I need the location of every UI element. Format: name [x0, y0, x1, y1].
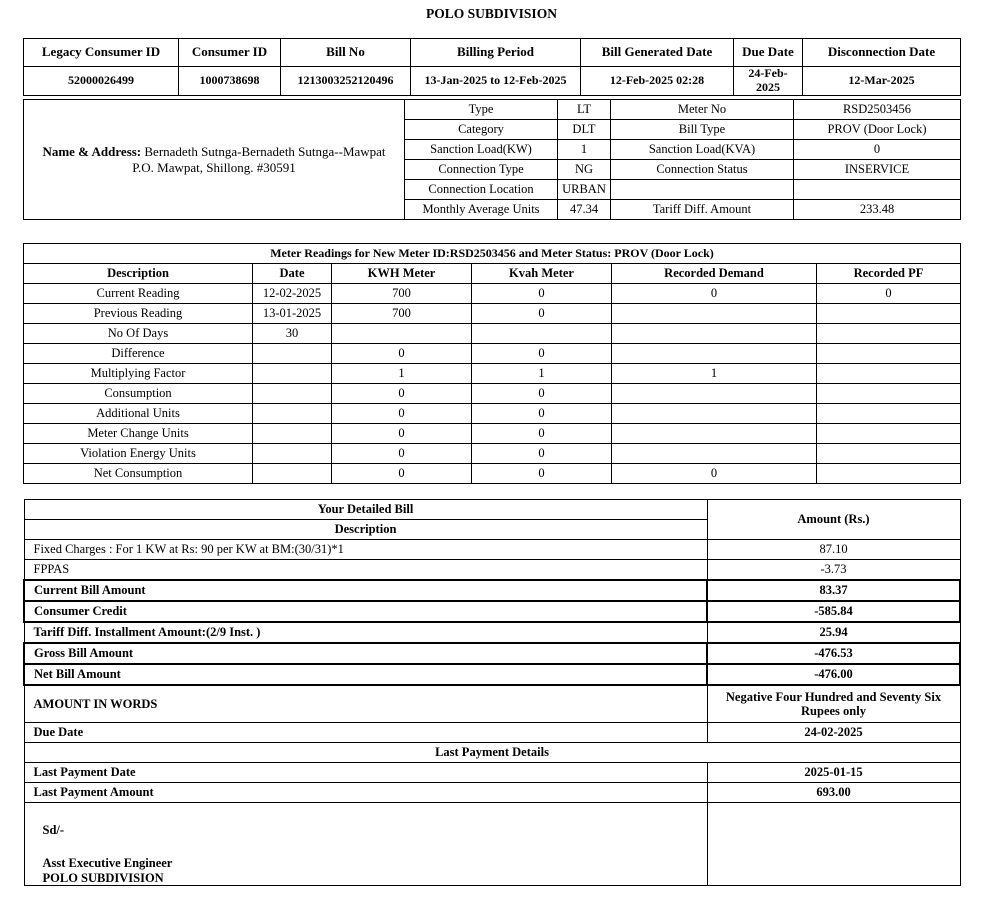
bill-row-due	[24, 723, 960, 743]
last-payment-amount-label: Last Payment Amount	[24, 783, 707, 803]
reading-cell	[817, 384, 961, 404]
bill-row-last-date	[24, 763, 960, 783]
reading-cell: 0	[472, 424, 612, 444]
info-cell: RSD2503456	[794, 100, 961, 120]
gross-bill-amount: -476.53	[707, 643, 960, 664]
fixed-charges-label: Fixed Charges : For 1 KW at Rs: 90 per KW at BM:(30/31)*1	[24, 540, 707, 560]
reading-cell	[253, 404, 332, 424]
consumer-credit-label: Consumer Credit	[24, 601, 707, 622]
readings-header: Date	[253, 264, 332, 284]
address-label: Name & Address:	[42, 143, 142, 159]
reading-cell: 30	[253, 324, 332, 344]
reading-row	[24, 424, 961, 444]
reading-cell	[612, 444, 817, 464]
reading-cell	[817, 324, 961, 344]
header-cell: Disconnection Date	[803, 39, 961, 67]
info-cell: PROV (Door Lock)	[794, 120, 961, 140]
reading-row	[24, 404, 961, 424]
header-cell: Billing Period	[411, 39, 581, 67]
reading-cell: 0	[472, 384, 612, 404]
info-cell: 47.34	[558, 200, 611, 220]
gross-bill-label: Gross Bill Amount	[24, 643, 707, 664]
last-payment-date-value: 2025-01-15	[707, 763, 960, 783]
info-cell: Sanction Load(KW)	[405, 140, 558, 160]
reading-row	[24, 444, 961, 464]
reading-cell: No Of Days	[24, 324, 253, 344]
info-row	[405, 140, 961, 160]
signature-blank-cell	[707, 803, 960, 886]
reading-cell: 0	[612, 464, 817, 484]
reading-cell: Violation Energy Units	[24, 444, 253, 464]
value-cell: 1213003252120496	[281, 67, 411, 96]
reading-cell: 700	[332, 304, 472, 324]
description-header: Description	[24, 520, 707, 540]
signature-row	[24, 803, 960, 886]
reading-cell	[253, 464, 332, 484]
reading-cell: Current Reading	[24, 284, 253, 304]
reading-cell: 0	[332, 444, 472, 464]
reading-cell	[612, 384, 817, 404]
last-payment-date-label: Last Payment Date	[24, 763, 707, 783]
bill-row-credit	[24, 601, 960, 622]
info-cell: 0	[794, 140, 961, 160]
reading-cell: Meter Change Units	[24, 424, 253, 444]
header-cell: Legacy Consumer ID	[24, 39, 179, 67]
header-cell: Consumer ID	[179, 39, 281, 67]
reading-cell	[817, 344, 961, 364]
bill-row-fppas	[24, 560, 960, 581]
reading-cell: 0	[472, 284, 612, 304]
reading-cell	[817, 404, 961, 424]
value-row	[24, 67, 961, 96]
meter-readings-table	[23, 243, 961, 484]
address-line-2: P.O. Mawpat, Shillong. #30591	[132, 159, 296, 175]
reading-cell: Difference	[24, 344, 253, 364]
value-cell: 12-Mar-2025	[803, 67, 961, 96]
reading-cell	[817, 464, 961, 484]
reading-cell	[817, 424, 961, 444]
info-cell: 233.48	[794, 200, 961, 220]
info-cell: LT	[558, 100, 611, 120]
net-bill-label: Net Bill Amount	[24, 664, 707, 685]
reading-cell: Previous Reading	[24, 304, 253, 324]
info-cell: URBAN	[558, 180, 611, 200]
info-cell: DLT	[558, 120, 611, 140]
reading-cell: 0	[332, 404, 472, 424]
header-cell: Due Date	[734, 39, 803, 67]
value-cell: 1000738698	[179, 67, 281, 96]
reading-cell	[817, 444, 961, 464]
reading-cell	[472, 324, 612, 344]
reading-row	[24, 464, 961, 484]
header-cell: Bill Generated Date	[581, 39, 734, 67]
info-cell: Connection Status	[611, 160, 794, 180]
value-cell: 24-Feb-2025	[734, 67, 803, 96]
reading-cell	[817, 304, 961, 324]
reading-cell	[612, 324, 817, 344]
net-bill-amount: -476.00	[707, 664, 960, 685]
value-cell: 52000026499	[24, 67, 179, 96]
info-cell: NG	[558, 160, 611, 180]
reading-cell	[253, 364, 332, 384]
reading-cell: 0	[332, 464, 472, 484]
connection-info-table	[404, 99, 961, 220]
reading-row	[24, 324, 961, 344]
bill-header-table	[23, 38, 961, 96]
readings-caption: Meter Readings for New Meter ID:RSD2503456 and Meter Status: PROV (Door Lock)	[24, 244, 961, 264]
reading-cell: 0	[817, 284, 961, 304]
reading-row	[24, 284, 961, 304]
consumer-address-block	[23, 99, 404, 220]
info-cell: 1	[558, 140, 611, 160]
fixed-charges-amount: 87.10	[707, 540, 960, 560]
fppas-label: FPPAS	[24, 560, 707, 581]
consumer-name: Bernadeth Sutnga-Bernadeth Sutnga--Mawpat	[144, 143, 386, 159]
reading-cell	[253, 344, 332, 364]
reading-cell: 12-02-2025	[253, 284, 332, 304]
info-row	[405, 180, 961, 200]
readings-header: Kvah Meter	[472, 264, 612, 284]
reading-cell: 13-01-2025	[253, 304, 332, 324]
reading-cell: 0	[332, 344, 472, 364]
reading-cell	[332, 324, 472, 344]
reading-row	[24, 364, 961, 384]
info-row	[405, 200, 961, 220]
reading-cell: 700	[332, 284, 472, 304]
header-cell: Bill No	[281, 39, 411, 67]
info-cell: Monthly Average Units	[405, 200, 558, 220]
reading-cell	[253, 444, 332, 464]
reading-cell: 0	[472, 464, 612, 484]
bill-row-tariff	[24, 622, 960, 643]
due-date-label: Due Date	[24, 723, 707, 743]
fppas-amount: -3.73	[707, 560, 960, 581]
reading-cell: Additional Units	[24, 404, 253, 424]
info-cell: Type	[405, 100, 558, 120]
signature-sd: Sd/-	[42, 823, 65, 837]
tariff-installment-amount: 25.94	[707, 622, 960, 643]
tariff-installment-label: Tariff Diff. Installment Amount:(2/9 Inst. )	[24, 622, 707, 643]
reading-cell: 0	[472, 444, 612, 464]
reading-row	[24, 304, 961, 324]
reading-cell: 0	[612, 284, 817, 304]
reading-cell: 1	[332, 364, 472, 384]
reading-cell	[612, 424, 817, 444]
reading-cell	[612, 304, 817, 324]
bill-row-fixed	[24, 540, 960, 560]
due-date-value: 24-02-2025	[707, 723, 960, 743]
reading-cell: 0	[472, 304, 612, 324]
reading-row	[24, 344, 961, 364]
info-cell: Bill Type	[611, 120, 794, 140]
amount-in-words-label: AMOUNT IN WORDS	[24, 685, 707, 723]
reading-cell: 0	[332, 424, 472, 444]
current-bill-amount: 83.37	[707, 580, 960, 601]
reading-cell	[253, 384, 332, 404]
reading-cell	[817, 364, 961, 384]
consumer-credit-amount: -585.84	[707, 601, 960, 622]
info-row	[405, 160, 961, 180]
readings-header: Recorded PF	[817, 264, 961, 284]
bill-row-words	[24, 685, 960, 723]
current-bill-label: Current Bill Amount	[24, 580, 707, 601]
info-cell: Tariff Diff. Amount	[611, 200, 794, 220]
reading-cell: 0	[472, 404, 612, 424]
reading-cell: Multiplying Factor	[24, 364, 253, 384]
reading-cell: 0	[472, 344, 612, 364]
bill-row-gross	[24, 643, 960, 664]
reading-cell	[612, 404, 817, 424]
amount-in-words-value: Negative Four Hundred and Seventy Six Rupees only	[707, 685, 960, 723]
reading-row	[24, 384, 961, 404]
info-row	[405, 120, 961, 140]
info-cell: Connection Location	[405, 180, 558, 200]
address-line-1	[42, 144, 385, 160]
bill-row-current	[24, 580, 960, 601]
reading-cell	[253, 424, 332, 444]
value-cell: 12-Feb-2025 02:28	[581, 67, 734, 96]
bill-row-last-amount	[24, 783, 960, 803]
last-payment-heading: Last Payment Details	[24, 743, 960, 763]
info-cell: INSERVICE	[794, 160, 961, 180]
readings-header: KWH Meter	[332, 264, 472, 284]
readings-header: Recorded Demand	[612, 264, 817, 284]
info-cell	[611, 180, 794, 200]
detailed-bill-table	[23, 499, 961, 886]
bill-row-net	[24, 664, 960, 685]
readings-header: Description	[24, 264, 253, 284]
header-row	[24, 39, 961, 67]
signature-subdivision: POLO SUBDIVISION	[42, 870, 164, 885]
detailed-bill-heading: Your Detailed Bill	[24, 500, 707, 520]
last-payment-amount-value: 693.00	[707, 783, 960, 803]
page-title: POLO SUBDIVISION	[426, 6, 557, 21]
info-cell: Sanction Load(KVA)	[611, 140, 794, 160]
reading-cell: 1	[612, 364, 817, 384]
signature-block	[24, 803, 707, 886]
amount-header: Amount (Rs.)	[707, 500, 960, 540]
info-cell: Category	[405, 120, 558, 140]
reading-cell: Consumption	[24, 384, 253, 404]
reading-cell	[612, 344, 817, 364]
info-cell: Connection Type	[405, 160, 558, 180]
reading-cell: 0	[332, 384, 472, 404]
info-cell: Meter No	[611, 100, 794, 120]
info-cell	[794, 180, 961, 200]
reading-cell: Net Consumption	[24, 464, 253, 484]
signature-title: Asst Executive Engineer	[42, 856, 173, 871]
readings-header-row	[24, 264, 961, 284]
value-cell: 13-Jan-2025 to 12-Feb-2025	[411, 67, 581, 96]
info-row	[405, 100, 961, 120]
reading-cell: 1	[472, 364, 612, 384]
